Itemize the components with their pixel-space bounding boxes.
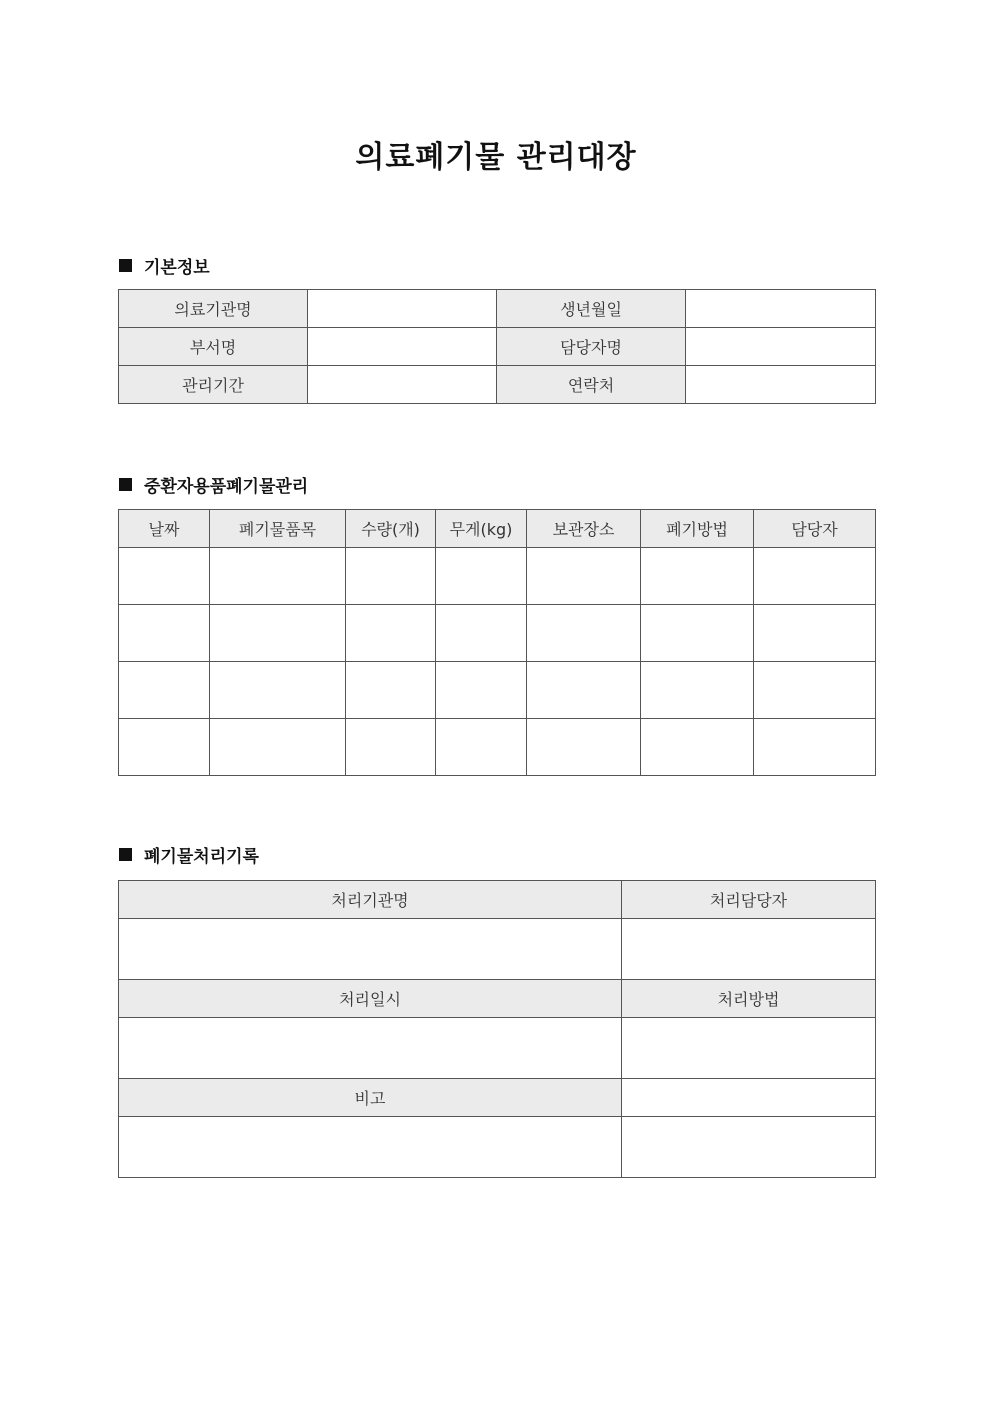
cell-quantity[interactable] xyxy=(346,719,436,776)
field-birth-date[interactable] xyxy=(686,290,876,328)
label-institution-name: 의료기관명 xyxy=(119,290,308,328)
square-bullet-icon xyxy=(119,259,132,272)
table-row xyxy=(119,328,876,366)
square-bullet-icon xyxy=(119,478,132,491)
section-heading-basic-info xyxy=(119,253,210,277)
cell-manager[interactable] xyxy=(754,605,876,662)
table-row xyxy=(119,1117,876,1178)
cell-quantity[interactable] xyxy=(346,662,436,719)
field-disposal-manager[interactable] xyxy=(622,919,876,980)
field-remarks-extra[interactable] xyxy=(622,1117,876,1178)
cell-weight[interactable] xyxy=(436,719,527,776)
column-header-storage-location: 보관장소 xyxy=(527,510,641,548)
table-row xyxy=(119,366,876,404)
column-header-weight: 무게(kg) xyxy=(436,510,527,548)
label-contact: 연락처 xyxy=(497,366,686,404)
label-management-period: 관리기간 xyxy=(119,366,308,404)
field-management-period[interactable] xyxy=(308,366,497,404)
waste-management-table xyxy=(118,509,876,776)
cell-weight[interactable] xyxy=(436,605,527,662)
section-title: 중환자용품폐기물관리 xyxy=(144,476,309,497)
field-department[interactable] xyxy=(308,328,497,366)
field-manager-name[interactable] xyxy=(686,328,876,366)
field-disposal-institution[interactable] xyxy=(119,919,622,980)
cell-disposal-method[interactable] xyxy=(641,605,754,662)
label-disposal-method: 처리방법 xyxy=(622,980,876,1018)
table-row xyxy=(119,919,876,980)
label-birth-date: 생년월일 xyxy=(497,290,686,328)
cell-manager[interactable] xyxy=(754,719,876,776)
column-header-manager: 담당자 xyxy=(754,510,876,548)
disposal-record-table xyxy=(118,880,876,1178)
document-title: 의료폐기물 관리대장 xyxy=(355,140,637,175)
cell-waste-item[interactable] xyxy=(210,662,346,719)
field-contact[interactable] xyxy=(686,366,876,404)
table-row xyxy=(119,719,876,776)
cell-disposal-method[interactable] xyxy=(641,548,754,605)
basic-info-table xyxy=(118,289,876,404)
cell-storage-location[interactable] xyxy=(527,548,641,605)
cell-waste-item[interactable] xyxy=(210,548,346,605)
table-row xyxy=(119,1018,876,1079)
column-header-disposal-method: 폐기방법 xyxy=(641,510,754,548)
table-row xyxy=(119,605,876,662)
label-department: 부서명 xyxy=(119,328,308,366)
section-heading-disposal-record xyxy=(119,842,259,866)
cell-manager[interactable] xyxy=(754,548,876,605)
cell-waste-item[interactable] xyxy=(210,719,346,776)
cell-date[interactable] xyxy=(119,548,210,605)
cell-quantity[interactable] xyxy=(346,548,436,605)
column-header-waste-item: 폐기물품목 xyxy=(210,510,346,548)
table-row xyxy=(119,548,876,605)
cell-weight[interactable] xyxy=(436,548,527,605)
field-disposal-method[interactable] xyxy=(622,1018,876,1079)
cell-storage-location[interactable] xyxy=(527,719,641,776)
label-remarks: 비고 xyxy=(119,1079,622,1117)
label-disposal-datetime: 처리일시 xyxy=(119,980,622,1018)
column-header-date: 날짜 xyxy=(119,510,210,548)
label-manager-name: 담당자명 xyxy=(497,328,686,366)
table-header-row xyxy=(119,881,876,919)
cell-manager[interactable] xyxy=(754,662,876,719)
table-row xyxy=(119,290,876,328)
field-disposal-datetime[interactable] xyxy=(119,1018,622,1079)
label-disposal-manager: 처리담당자 xyxy=(622,881,876,919)
table-header-row xyxy=(119,510,876,548)
table-row xyxy=(119,662,876,719)
cell-weight[interactable] xyxy=(436,662,527,719)
cell-date[interactable] xyxy=(119,662,210,719)
table-header-row xyxy=(119,980,876,1018)
section-title: 폐기물처리기록 xyxy=(144,846,259,867)
label-disposal-institution: 처리기관명 xyxy=(119,881,622,919)
cell-date[interactable] xyxy=(119,719,210,776)
section-heading-waste-management xyxy=(119,472,308,496)
empty-cell[interactable] xyxy=(622,1079,876,1117)
cell-disposal-method[interactable] xyxy=(641,719,754,776)
table-header-row xyxy=(119,1079,876,1117)
field-institution-name[interactable] xyxy=(308,290,497,328)
cell-storage-location[interactable] xyxy=(527,662,641,719)
cell-disposal-method[interactable] xyxy=(641,662,754,719)
column-header-quantity: 수량(개) xyxy=(346,510,436,548)
cell-storage-location[interactable] xyxy=(527,605,641,662)
field-remarks[interactable] xyxy=(119,1117,622,1178)
cell-date[interactable] xyxy=(119,605,210,662)
cell-quantity[interactable] xyxy=(346,605,436,662)
square-bullet-icon xyxy=(119,848,132,861)
section-title: 기본정보 xyxy=(144,257,210,278)
cell-waste-item[interactable] xyxy=(210,605,346,662)
